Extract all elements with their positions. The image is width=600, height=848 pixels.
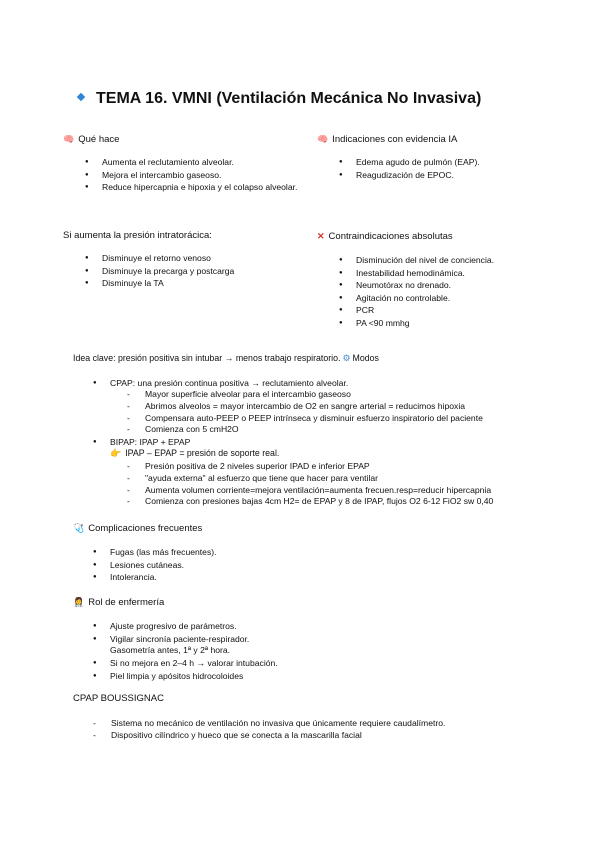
que-hace-heading: 🧠 Qué hace: [63, 134, 120, 145]
rol-list-continued: [93, 657, 278, 682]
modos-list: [93, 377, 348, 390]
idea-clave: Idea clave: presión positiva sin intubar → menos trabajo respiratorio. ⚙ Modos: [73, 352, 379, 363]
pointing-hand-icon: 👉: [110, 447, 122, 458]
list-item: ● PCR: [339, 304, 494, 317]
indicaciones-heading: 🧠 Indicaciones con evidencia IA: [317, 134, 458, 145]
list-item: ● Mejora el intercambio gaseoso.: [85, 169, 297, 182]
bipap-item: ● BIPAP: IPAP + EPAP: [93, 436, 190, 449]
presion-list: [85, 252, 234, 290]
complicaciones-heading: 🩺 Complicaciones frecuentes: [73, 523, 203, 534]
list-item: - Dispositivo cilíndrico y hueco que se conecta a la mascarilla facial: [93, 730, 445, 742]
list-item: - Mayor superficie alveolar para el intercambio gaseoso: [127, 389, 483, 401]
cross-mark-icon: ✕: [317, 231, 325, 241]
list-item: ● Agitación no controlable.: [339, 292, 494, 305]
list-item: ● PA <90 mmhg: [339, 317, 494, 330]
list-item: ● Ajuste progresivo de parámetros.: [93, 620, 249, 633]
list-item: - Abrimos alveolos = mayor intercambio de O2 en sangre arterial = reducimos hipoxia: [127, 401, 483, 413]
list-item: ● Aumenta el reclutamiento alveolar.: [85, 156, 297, 169]
rol-list: [93, 620, 249, 645]
list-item: ● Lesiones cutáneas.: [93, 559, 217, 572]
list-item: ● Piel limpia y apósitos hidrocoloides: [93, 670, 278, 683]
complicaciones-list: [93, 546, 217, 584]
list-item: ● Intolerancia.: [93, 571, 217, 584]
list-item: - "ayuda externa" al esfuerzo que tiene que hacer para ventilar: [127, 473, 493, 485]
list-item: ● Edema agudo de pulmón (EAP).: [339, 156, 480, 169]
list-item: - Aumenta volumen corriente=mejora ventilación=aumenta frecuen.resp=reducir hipercapnia: [127, 485, 493, 497]
bipap-list: [93, 436, 190, 449]
list-item: ● Inestabilidad hemodinámica.: [339, 267, 494, 280]
presion-heading: Si aumenta la presión intratorácica:: [63, 230, 212, 241]
brain-icon: 🧠: [63, 134, 75, 144]
list-item: ● Neumotórax no drenado.: [339, 279, 494, 292]
boussignac-heading: CPAP BOUSSIGNAC: [73, 693, 164, 704]
bipap-note: 👉 IPAP – EPAP = presión de soporte real.: [110, 447, 280, 458]
contraindicaciones-heading: ✕ Contraindicaciones absolutas: [317, 231, 453, 242]
diamond-bullet-icon: [77, 93, 85, 101]
page-title: TEMA 16. VMNI (Ventilación Mecánica No Invasiva): [78, 90, 481, 108]
list-item: - Comienza con presiones bajas 4cm H2= de EPAP y 8 de IPAP, flujos O2 6-12 FiO2 sw 0,40: [127, 496, 493, 508]
gear-icon: ⚙: [342, 352, 351, 363]
list-item: ● Reagudización de EPOC.: [339, 169, 480, 182]
list-item: ● Disminuye el retorno venoso: [85, 252, 234, 265]
list-item: - Presión positiva de 2 niveles superior IPAD e inferior EPAP: [127, 461, 493, 473]
list-item: - Sistema no mecánico de ventilación no invasiva que únicamente requiere caudalímetro.: [93, 718, 445, 730]
rol-heading: 👩‍⚕️ Rol de enfermería: [73, 597, 165, 608]
nurse-icon: 👩‍⚕️: [73, 597, 85, 607]
contraindicaciones-list: [339, 254, 494, 330]
list-item: ● Disminuye la TA: [85, 277, 234, 290]
bipap-sublist: [127, 461, 493, 508]
cpap-item: ● CPAP: una presión continua positiva → reclutamiento alveolar.: [93, 377, 348, 390]
boussignac-list: [93, 718, 445, 742]
list-item: - Compensara auto-PEEP o PEEP intrínseca y disminuir esfuerzo inspiratorio del paciente: [127, 413, 483, 425]
list-item: ● Vigilar sincronía paciente-respirador.: [93, 633, 249, 646]
list-item: ● Disminuye la precarga y postcarga: [85, 265, 234, 278]
list-item: - Comienza con 5 cmH2O: [127, 424, 483, 436]
stethoscope-icon: 🩺: [73, 523, 85, 533]
list-item: ● Si no mejora en 2–4 h → valorar intubación.: [93, 657, 278, 670]
list-item: ● Fugas (las más frecuentes).: [93, 546, 217, 559]
gasometria-line: Gasometría antes, 1ª y 2ª hora.: [110, 645, 231, 655]
indicaciones-list: [339, 156, 480, 181]
list-item: ● Disminución del nivel de conciencia.: [339, 254, 494, 267]
cpap-sublist: [127, 389, 483, 436]
brain-icon: 🧠: [317, 134, 329, 144]
list-item: ● Reduce hipercapnia e hipoxia y el colapso alveolar.: [85, 181, 297, 194]
que-hace-list: [85, 156, 297, 194]
